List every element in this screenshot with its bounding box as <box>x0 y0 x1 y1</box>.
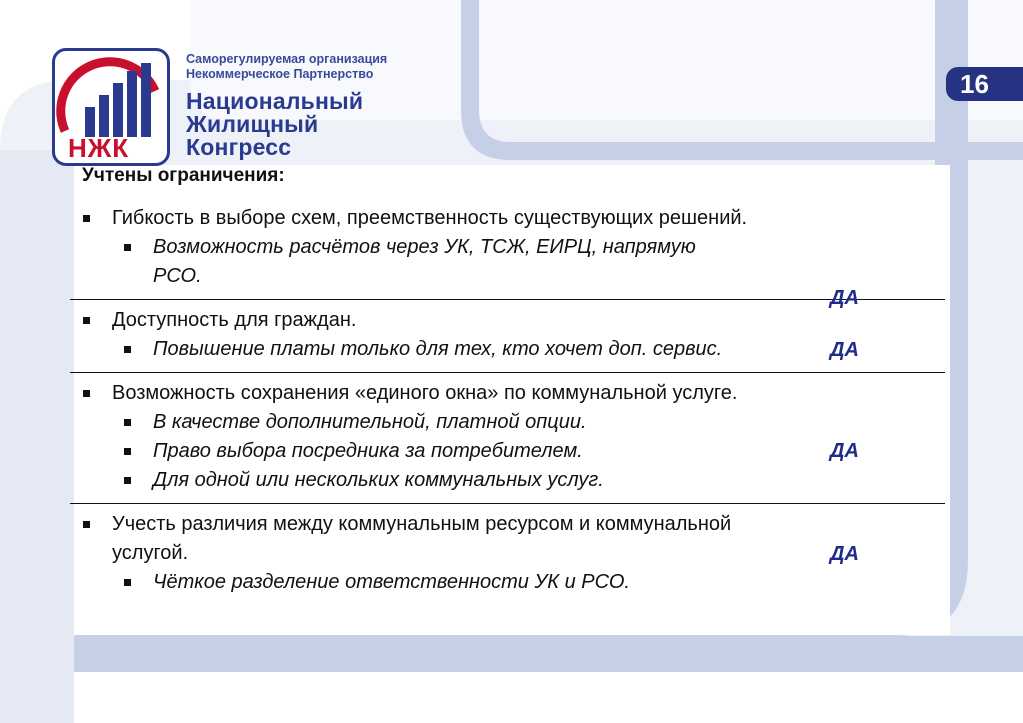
logo <box>52 48 170 166</box>
bullet-item: Доступность для граждан. <box>70 306 945 335</box>
org-line-2: Некоммерческое Партнерство <box>186 67 374 81</box>
constraint-block <box>70 504 945 605</box>
answer-label: ДА <box>830 543 859 565</box>
logo-emblem-icon <box>55 51 167 163</box>
bullet-item: Учесть различия между коммунальным ресурсом и коммунальной услугой. <box>70 510 945 568</box>
constraint-block <box>70 373 945 504</box>
sub-bullet-item: Повышение платы только для тех, кто хочет доп. сервис. <box>70 335 945 364</box>
constraint-block <box>70 300 945 373</box>
org-line-1: Саморегулируемая организация <box>186 52 388 66</box>
page-heading: Учтены ограничения: <box>82 165 285 186</box>
sub-bullet-item: Право выбора посредника за потребителем. <box>70 437 945 466</box>
sub-bullet-item: Для одной или нескольких коммунальных услуг. <box>70 466 945 495</box>
answer-label: ДА <box>830 287 859 309</box>
answer-label: ДА <box>830 440 859 462</box>
title-line-3: Конгресс <box>186 134 292 160</box>
sub-bullet-item: Возможность расчётов через УК, ТСЖ, ЕИРЦ, напрямую РСО. <box>70 233 945 291</box>
organization-name <box>186 52 387 159</box>
sub-bullet-item: Чёткое разделение ответственности УК и РСО. <box>70 568 945 597</box>
page-number-badge: 16 <box>946 67 1023 101</box>
title-line-1: Национальный <box>186 88 364 114</box>
constraint-block <box>70 202 945 309</box>
slide-content <box>70 164 945 605</box>
title-line-2: Жилищный <box>186 111 319 137</box>
logo-text: НЖК <box>68 133 130 163</box>
answer-label: ДА <box>830 339 859 361</box>
bullet-item: Гибкость в выборе схем, преемственность существующих решений. <box>70 204 945 233</box>
bullet-item: Возможность сохранения «единого окна» по коммунальной услуге. <box>70 379 945 408</box>
sub-bullet-item: В качестве дополнительной, платной опции. <box>70 408 945 437</box>
